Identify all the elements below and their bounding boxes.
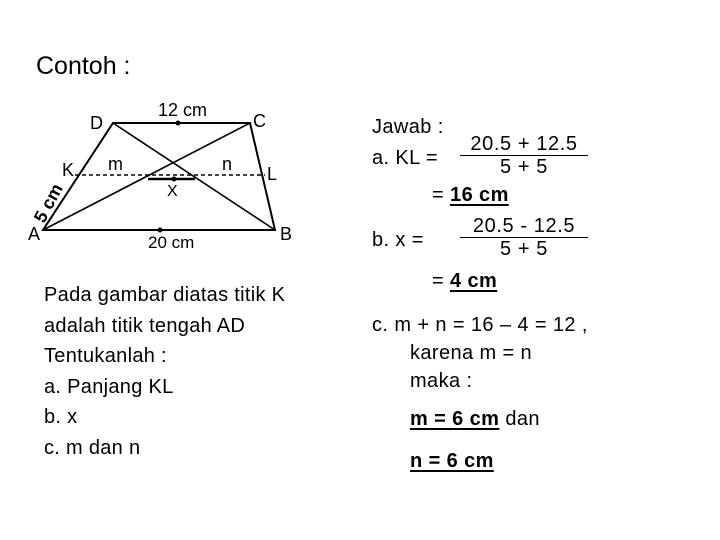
- top-midpoint: [176, 121, 181, 126]
- label-d: D: [90, 113, 103, 133]
- trapezoid-shape: [43, 123, 278, 230]
- answer-b-fraction: [460, 215, 588, 260]
- label-bottom: 20 cm: [148, 233, 195, 252]
- label-top: 12 cm: [158, 100, 208, 120]
- answer-c-n: [410, 450, 494, 473]
- question-item-a: a. Panjang KL: [44, 375, 174, 398]
- diagonal-ca: [43, 123, 250, 230]
- diagonal-db: [113, 123, 278, 230]
- page-title: Contoh :: [36, 52, 131, 80]
- question-block: [44, 280, 285, 463]
- answer-c-line3: maka :: [410, 370, 473, 392]
- answer-b-label: b. x =: [372, 229, 424, 251]
- label-k: K: [62, 160, 75, 180]
- answer-b-equals: =: [432, 270, 451, 292]
- answer-a-result: [432, 184, 509, 207]
- label-c: C: [253, 111, 266, 131]
- answer-a-equals: =: [432, 184, 451, 206]
- bottom-midpoint: [158, 228, 163, 233]
- question-line: Tentukanlah :: [44, 345, 167, 367]
- answer-b-value: 4 cm: [450, 270, 498, 292]
- label-n: n: [222, 154, 233, 174]
- x-midpoint: [172, 177, 177, 182]
- label-b: B: [280, 224, 293, 244]
- label-m: m: [108, 154, 123, 174]
- answer-a-numerator: 20.5 + 12.5: [460, 133, 588, 156]
- label-l: L: [267, 164, 278, 184]
- label-a: A: [28, 224, 41, 244]
- answer-c-m-value: m = 6 cm: [410, 408, 500, 430]
- answer-a-denominator: 5 + 5: [499, 156, 549, 178]
- question-item-c: c. m dan n: [44, 436, 141, 459]
- answer-a-value: 16 cm: [450, 184, 509, 206]
- question-line: Pada gambar diatas titik K: [44, 284, 286, 306]
- answer-b-denominator: 5 + 5: [499, 238, 549, 260]
- label-side: 5 cm: [29, 180, 67, 226]
- answer-c-m-suffix: dan: [499, 408, 540, 430]
- answer-c-m: [410, 408, 540, 431]
- answer-a-fraction: [460, 133, 588, 178]
- label-x: X: [167, 183, 178, 200]
- question-line: adalah titik tengah AD: [44, 314, 246, 337]
- question-item-b: b. x: [44, 406, 78, 428]
- answer-heading: Jawab :: [372, 116, 444, 138]
- trapezoid-figure: [0, 90, 320, 260]
- answer-a-label: a. KL =: [372, 147, 438, 169]
- answer-b-result: [432, 270, 497, 293]
- answer-c-line1: c. m + n = 16 – 4 = 12 ,: [372, 314, 588, 336]
- answer-c-line2: karena m = n: [410, 342, 533, 364]
- answer-c-n-value: n = 6 cm: [410, 450, 494, 472]
- answer-b-numerator: 20.5 - 12.5: [460, 215, 588, 238]
